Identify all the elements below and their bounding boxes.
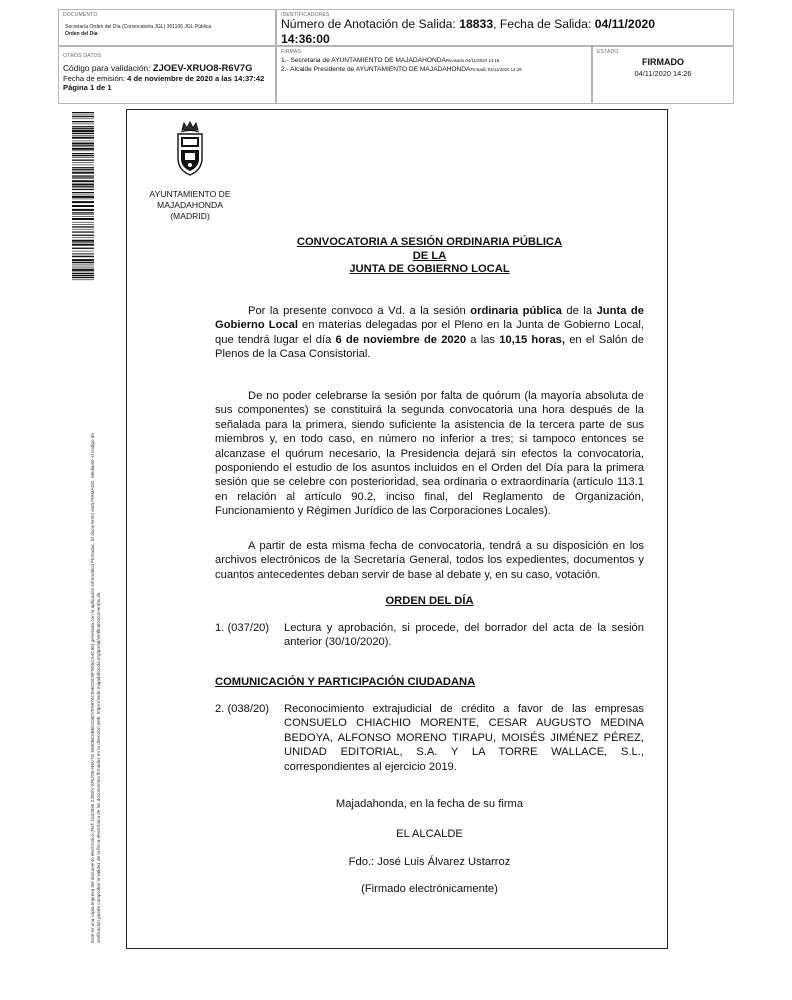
title-line2: DE LA [412,249,447,262]
closing-role: EL ALCALDE [396,828,463,840]
municipality-line3: (MADRID) [170,211,210,222]
barcode [72,112,94,282]
anotacion-line: Número de Anotación de Salida: 18833, Fecha de Salida: 04/11/2020 [281,17,656,31]
closing-electronic: (Firmado electrónicamente) [361,883,498,895]
header-otros-box [58,46,276,104]
documento-label: DOCUMENTO [63,12,98,18]
documento-line2: Orden del Día [65,31,98,37]
closing-signature: Fdo.: José Luis Álvarez Ustarroz [348,856,511,868]
estado-value: FIRMADO [642,57,684,67]
section-comunicacion-title: COMUNICACIÓN Y PARTICIPACIÓN CIUDADANA [215,676,476,688]
convocatoria-title [215,236,644,277]
side-note-line2: verificación puede comprobar la validez de la firma electrónica de los documentos firmados en la dirección web: https://sede.majadahonda.org/portal/verificaDocumentos.do [95,592,101,943]
codigo-validacion: Código para validación: ZJOEV-XRUO8-R6V7G [63,62,253,73]
identificadores-label: IDENTIFICADORES [281,12,330,18]
anotacion-number: 18833 [459,17,494,31]
header-identificadores-box [276,9,734,46]
orden-del-dia-title: ORDEN DEL DÍA [385,595,474,607]
closing-place: Majadahonda, en la fecha de su firma [335,798,524,810]
header-documento-box [58,9,276,46]
firma-1: 1.- Secretaria de AYUNTAMIENTO DE MAJADAHONDARevisado 04/11/2020 14:15 [281,57,500,64]
estado-fecha: 04/11/2020 14:26 [634,69,692,78]
header-firmas-box [276,46,592,104]
fecha-salida: 04/11/2020 [594,17,656,31]
codigo-value: ZJOEV-XRUO8-R6V7G [152,62,253,73]
agenda-item-2-number: 2. (038/20) [215,703,270,715]
municipality-block [140,189,240,223]
municipality-line2: MAJADAHONDA [157,200,223,211]
verification-side-note [90,303,101,943]
agenda-item-2-text: Reconocimiento extrajudicial de crédito a favor de las empresas CONSUELO CHIACHIO MORENTE, CESAR AUGUSTO MEDINA BEDOYA, ALFONSO MORENO TIRAPU, MOISÉS JIMÉNEZ PÉREZ, UNIDAD EDITORIAL, S.A. Y LA TORRE WALLACE, S.L., correspondientes al ejercicio 2019. [284,703,644,773]
title-line1: CONVOCATORIA A SESIÓN ORDINARIA PÚBLICA [296,236,563,248]
agenda-item-1-text: Lectura y aprobación, si procede, del borrador del acta de la sesión anterior (30/10/2020). [284,622,644,649]
title-line3: JUNTA DE GOBIERNO LOCAL [349,263,510,276]
coat-of-arms-icon [170,120,210,180]
estado-label: ESTADO [597,49,619,55]
document-frame [126,109,668,949]
firmas-label: FIRMAS [281,49,302,55]
paragraph-quorum: De no poder celebrarse la sesión por falta de quórum (la mayoría absoluta de sus componentes) se constituirá la segunda convocatoria una hora después de la señalada para la primera, siendo suficiente la asistencia de la tercera parte de sus miembros y, en todo caso, en número no inferior a tres; si tampoco entonces se alcanzase el quórum necesario, la Presidencia dejará sin efectos la convocatoria, posponiendo el estudio de los asuntos incluidos en el Orden del Día para la primera sesión que se celebre con posterioridad, sea ordinaria o extraordinaria (artículo 113.1 en relación al artículo 90.2, inciso final, del Reglamento de Organización, Funcionamiento y Régimen Jurídico de las Corporaciones Locales). [215,390,644,518]
fecha-emision: Fecha de emisión: 4 de noviembre de 2020 a las 14:37:42 [63,74,265,83]
otros-label: OTROS DATOS [63,53,102,59]
paragraph-expedientes: A partir de esta misma fecha de convocatoria, tendrá a su disposición en los archivos electrónicos de la Secretaría General, todos los expedientes, documentos y cuantos antecedentes deban servir de base al debate y, en su caso, votación. [215,540,644,581]
pagina-indicator: Página 1 de 1 [63,83,112,92]
documento-line1: Secretaría Orden del Día (Convocatoria JGL) 301106 JGL Pública [65,24,212,30]
side-note-line1: Este es una copia impresa del documento electrónico (Ref: 1542855 ZJOEV-XRUO8-R6V7G 5900BC0B651D8D7E9970C59EC8CBF9D5CA4C95) generada con la aplicación informática Firmadoc. El documento está FIRMADO. Mediante el código de [90,433,95,943]
header-estado-box [592,46,734,104]
municipality-line1: AYUNTAMIENTO DE [149,189,231,199]
hora-salida: 14:36:00 [281,32,330,46]
paragraph-convocatoria: Por la presente convoco a Vd. a la sesión ordinaria pública de la Junta de Gobierno Local en materias delegadas por el Pleno en la Junta de Gobierno Local, que tendrá lugar el día 6 de noviembre de 2020 a las 10,15 horas, en el Salón de Plenos de la Casa Consistorial. [215,305,644,361]
firma-2: 2.- Alcalde Presidente de AYUNTAMIENTO DE MAJADAHONDAFirmado 04/11/2020 14:26 [281,66,522,73]
agenda-item-1-number: 1. (037/20) [215,622,270,634]
